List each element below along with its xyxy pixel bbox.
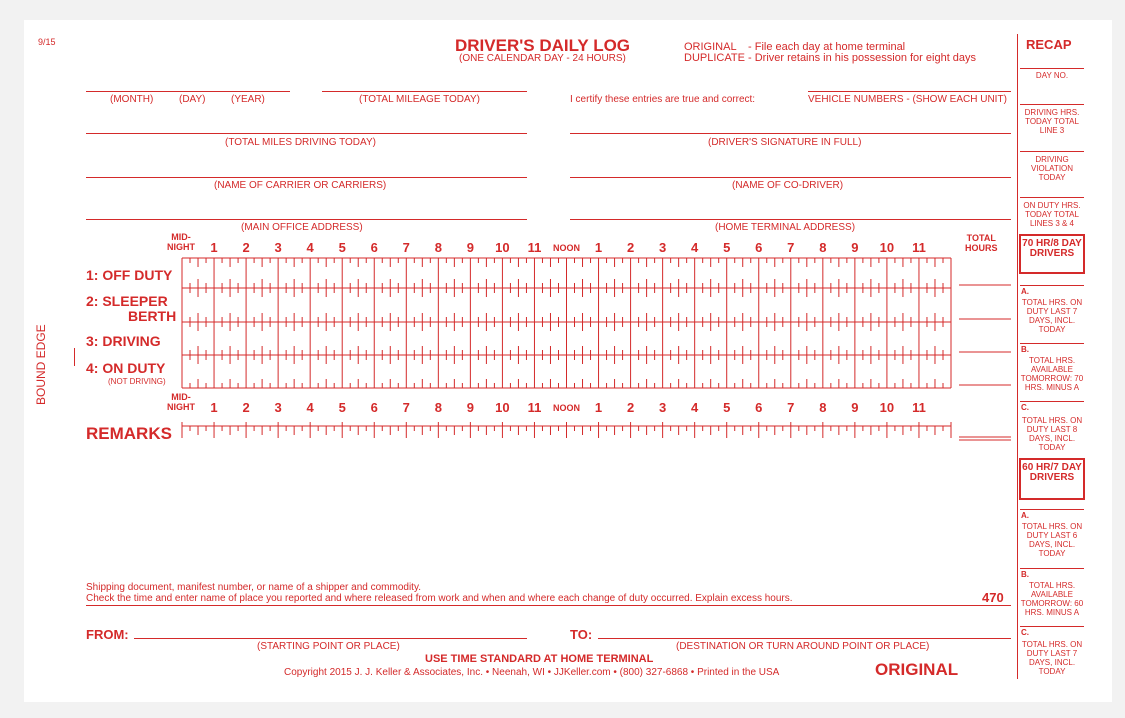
row-text: SLEEPER (102, 293, 168, 309)
recap-b70-letter: B. (1021, 345, 1029, 354)
hour-label: 6 (370, 240, 378, 255)
hour-label: 4 (306, 400, 314, 415)
hour-label: 1 (210, 240, 218, 255)
vehicle-numbers-label: VEHICLE NUMBERS - (SHOW EACH UNIT) (808, 94, 1007, 105)
recap-a60-letter: A. (1021, 511, 1029, 520)
duplicate-text: - Driver retains in his possession for eight days (748, 52, 977, 64)
recap-divider (1017, 34, 1018, 679)
to-label: TO: (570, 627, 593, 642)
row-text: OFF DUTY (102, 267, 173, 283)
hour-label: 3 (274, 240, 282, 255)
hour-label: 8 (819, 400, 827, 415)
hour-label: 2 (242, 400, 250, 415)
page-title: DRIVER'S DAILY LOG (455, 36, 631, 55)
recap-b60-letter: B. (1021, 570, 1029, 579)
hour-label: 4 (306, 240, 314, 255)
hour-label: 2 (242, 240, 250, 255)
hour-label: 7 (402, 240, 410, 255)
recap-driving-hrs-line[interactable] (1020, 104, 1084, 105)
hour-label: 8 (434, 400, 442, 415)
recap-b70-line[interactable] (1020, 343, 1084, 344)
recap-a60: TOTAL HRS. ON DUTY LAST 6 DAYS, INCL. TODAY (1021, 522, 1083, 558)
hour-label: 11 (912, 400, 926, 415)
hour-label: 7 (402, 400, 410, 415)
from-line[interactable] (134, 638, 527, 639)
hour-label: 10 (879, 400, 895, 415)
recap-70hr-box: 70 HR/8 DAY DRIVERS (1019, 234, 1085, 274)
hour-label: 7 (787, 400, 795, 415)
month-label: (MONTH) (110, 94, 154, 105)
row-label-berth: BERTH (128, 308, 177, 324)
hour-label: 8 (434, 240, 442, 255)
instructions-line1: Shipping document, manifest number, or name of a shipper and commodity. (86, 582, 421, 593)
total-mileage-label: (TOTAL MILEAGE TODAY) (359, 94, 480, 105)
instructions-line2: Check the time and enter name of place you reported and where released from work and when and where each change of duty occurred. Explain excess hours. (86, 593, 793, 604)
recap-c70-line[interactable] (1020, 401, 1084, 402)
hour-label: 11 (527, 400, 542, 415)
recap-on-duty-hrs: ON DUTY HRS. TODAY TOTAL LINES 3 & 4 (1023, 201, 1081, 228)
row-num: 1: (86, 267, 99, 283)
row-num: 4: (86, 360, 99, 376)
recap-title: RECAP (1026, 37, 1072, 52)
hour-label: 2 (626, 240, 635, 255)
midnight-bottom-line1: MID- (171, 392, 191, 402)
recap-60hr-box: 60 HR/7 DAY DRIVERS (1019, 458, 1085, 500)
remarks-label: REMARKS (86, 424, 172, 443)
recap-c60: TOTAL HRS. ON DUTY LAST 7 DAYS, INCL. TODAY (1021, 640, 1083, 676)
hour-label: 6 (755, 240, 763, 255)
bound-edge-mark (74, 348, 75, 366)
driver-signature-label: (DRIVER'S SIGNATURE IN FULL) (708, 137, 862, 148)
recap-day-no-line[interactable] (1020, 68, 1084, 69)
hour-label: 1 (594, 240, 603, 255)
time-standard-note: USE TIME STANDARD AT HOME TERMINAL (425, 653, 654, 665)
hour-label: 11 (527, 240, 542, 255)
hour-label: 11 (912, 240, 926, 255)
midnight-top-line1: MID- (171, 232, 191, 242)
hour-label: 2 (626, 400, 635, 415)
recap-driving-violation: DRIVING VIOLATION TODAY (1030, 155, 1074, 182)
recap-day-no: DAY NO. (1035, 71, 1069, 80)
midnight-top-line2: NIGHT (167, 242, 195, 252)
hour-label: 5 (338, 240, 346, 255)
to-line[interactable] (598, 638, 1011, 639)
copy-type-label: ORIGINAL (875, 660, 959, 679)
total-hours-line2: HOURS (965, 243, 998, 253)
from-hint: (STARTING POINT OR PLACE) (257, 641, 400, 652)
hour-label: 8 (819, 240, 827, 255)
midnight-bottom-line2: NIGHT (167, 402, 195, 412)
recap-b60: TOTAL HRS. AVAILABLE TOMORROW: 60 HRS. MINUS A (1020, 581, 1084, 617)
certify-label: I certify these entries are true and correct: (570, 94, 756, 105)
hour-label: 9 (851, 400, 859, 415)
hour-label: 3 (659, 400, 667, 415)
row-num: 3: (86, 333, 99, 349)
hour-label: 3 (659, 240, 667, 255)
hour-label: 10 (495, 400, 510, 415)
recap-c60-line[interactable] (1020, 626, 1084, 627)
main-office-label: (MAIN OFFICE ADDRESS) (241, 222, 363, 233)
total-miles-driving-label: (TOTAL MILES DRIVING TODAY) (225, 137, 376, 148)
recap-c60-letter: C. (1021, 628, 1029, 637)
duplicate-label: DUPLICATE (684, 52, 745, 64)
carrier-label: (NAME OF CARRIER OR CARRIERS) (214, 180, 387, 191)
hour-label: 7 (787, 240, 795, 255)
hour-label: 6 (755, 400, 763, 415)
hour-label: 5 (723, 240, 731, 255)
recap-a70: TOTAL HRS. ON DUTY LAST 7 DAYS, INCL. TODAY (1021, 298, 1083, 334)
recap-a70-letter: A. (1021, 287, 1029, 296)
hour-label: 3 (274, 400, 282, 415)
hour-label: 1 (594, 400, 603, 415)
hour-label: 10 (879, 240, 895, 255)
hour-label: 6 (370, 400, 378, 415)
original-label: ORIGINAL (684, 41, 737, 53)
hour-label: 5 (723, 400, 731, 415)
hour-label: 5 (338, 400, 346, 415)
recap-b70: TOTAL HRS. AVAILABLE TOMORROW: 70 HRS. MINUS A (1020, 356, 1084, 392)
page-subtitle: (ONE CALENDAR DAY - 24 HOURS) (459, 53, 626, 64)
form-number: 470 (982, 590, 1004, 605)
hour-label: 1 (210, 400, 218, 415)
hour-label: 4 (691, 240, 699, 255)
instructions-underline (86, 605, 1011, 606)
recap-driving-hrs: DRIVING HRS. TODAY TOTAL LINE 3 (1024, 108, 1080, 135)
hour-label: 4 (691, 400, 699, 415)
hour-label: 9 (466, 240, 474, 255)
row-num: 2: (86, 293, 99, 309)
home-terminal-label: (HOME TERMINAL ADDRESS) (715, 222, 856, 233)
hour-label: 9 (851, 240, 859, 255)
form-code: 9/15 (38, 37, 56, 47)
total-hours-line1: TOTAL (966, 233, 996, 243)
copyright: Copyright 2015 J. J. Keller & Associates, Inc. • Neenah, WI • JJKeller.com • (800) 327-6868 • Printed in the USA (284, 667, 780, 678)
hour-label: 9 (466, 400, 474, 415)
to-hint: (DESTINATION OR TURN AROUND POINT OR PLACE) (676, 641, 930, 652)
original-text: - File each day at home terminal (748, 41, 906, 53)
recap-on-duty-line[interactable] (1020, 197, 1084, 198)
row-text: DRIVING (102, 333, 161, 349)
recap-a70-line[interactable] (1020, 285, 1084, 286)
noon-label: NOON (553, 243, 580, 253)
recap-c70-letter: C. (1021, 403, 1029, 412)
year-label: (YEAR) (231, 94, 265, 105)
recap-c70: TOTAL HRS. ON DUTY LAST 8 DAYS, INCL. TODAY (1021, 416, 1083, 452)
noon-label: NOON (553, 403, 580, 413)
recap-driving-violation-line[interactable] (1020, 151, 1084, 152)
from-label: FROM: (86, 627, 129, 642)
row-label-not-driving: (NOT DRIVING) (108, 377, 166, 386)
day-label: (DAY) (179, 94, 206, 105)
recap-a60-line[interactable] (1020, 509, 1084, 510)
recap-b60-line[interactable] (1020, 568, 1084, 569)
log-sheet (24, 20, 1112, 702)
hour-label: 10 (495, 240, 510, 255)
co-driver-label: (NAME OF CO-DRIVER) (732, 180, 844, 191)
bound-edge-label: BOUND EDGE (34, 324, 48, 405)
row-text: ON DUTY (102, 360, 166, 376)
